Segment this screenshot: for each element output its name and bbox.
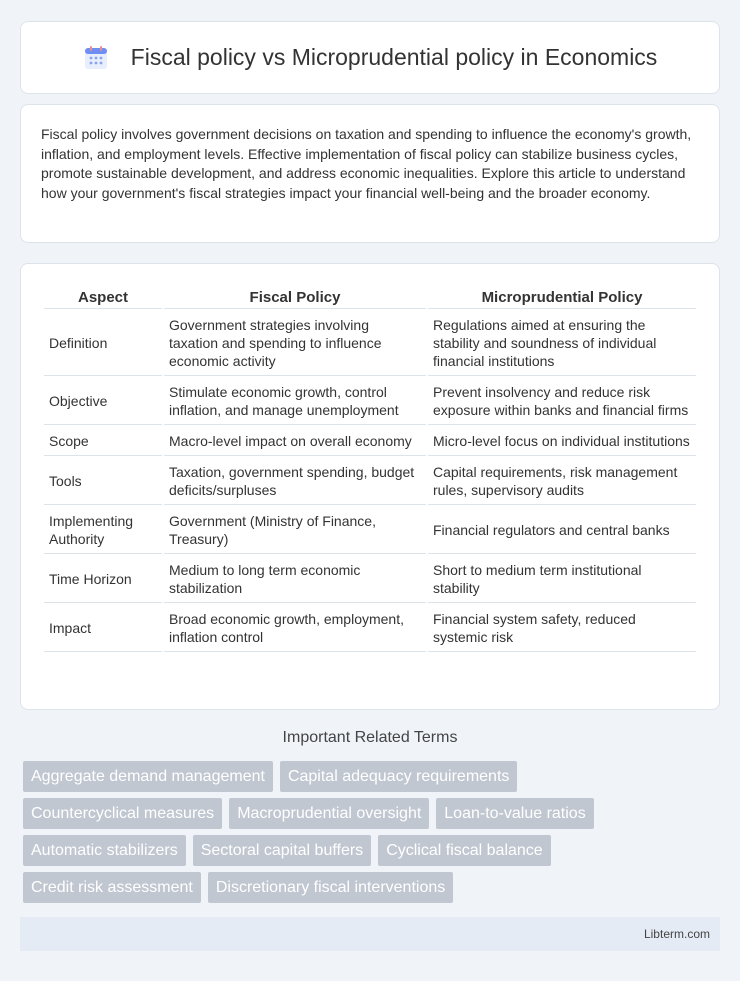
table-row bbox=[44, 378, 696, 425]
comparison-table-card bbox=[20, 263, 720, 710]
table-cell: Capital requirements, risk management rules, supervisory audits bbox=[428, 458, 696, 505]
header-card bbox=[20, 21, 720, 94]
intro-card bbox=[20, 104, 720, 243]
intro-text: Fiscal policy involves government decisions on taxation and spending to influence the economy's growth, inflation, and employment levels. Effective implementation of fiscal policy can stabilize business cycles, promote sustainable development, and address economic inequalities. Explore this article to understand how your government's fiscal strategies impact your financial well-being and the broader economy. bbox=[41, 126, 692, 201]
header-aspect: Aspect bbox=[44, 286, 162, 309]
table-cell: Prevent insolvency and reduce risk exposure within banks and financial firms bbox=[428, 378, 696, 425]
table-cell: Financial system safety, reduced systemic risk bbox=[428, 605, 696, 652]
table-cell: Tools bbox=[44, 458, 162, 505]
table-row bbox=[44, 311, 696, 376]
related-term-tag[interactable]: Cyclical fiscal balance bbox=[378, 835, 551, 866]
tag-row bbox=[20, 761, 720, 792]
comparison-table bbox=[42, 284, 698, 654]
table-cell: Short to medium term institutional stability bbox=[428, 556, 696, 603]
table-cell: Micro-level focus on individual institutions bbox=[428, 427, 696, 456]
related-term-tag[interactable]: Credit risk assessment bbox=[23, 872, 201, 903]
table-cell: Taxation, government spending, budget deficits/surpluses bbox=[164, 458, 426, 505]
related-term-tag[interactable]: Automatic stabilizers bbox=[23, 835, 186, 866]
table-cell: Government strategies involving taxation and spending to influence economic activity bbox=[164, 311, 426, 376]
table-cell: Implementing Authority bbox=[44, 507, 162, 554]
footer bbox=[20, 917, 720, 951]
table-row bbox=[44, 427, 696, 456]
related-terms-title: Important Related Terms bbox=[282, 729, 458, 746]
table-cell: Scope bbox=[44, 427, 162, 456]
table-cell: Broad economic growth, employment, inflation control bbox=[164, 605, 426, 652]
tag-row bbox=[20, 798, 720, 829]
related-term-tag[interactable]: Countercyclical measures bbox=[23, 798, 222, 829]
table-cell: Regulations aimed at ensuring the stability and soundness of individual financial institutions bbox=[428, 311, 696, 376]
table-row bbox=[44, 605, 696, 652]
related-term-tag[interactable]: Loan-to-value ratios bbox=[436, 798, 593, 829]
header-microprudential-policy: Microprudential Policy bbox=[428, 286, 696, 309]
page-title: Fiscal policy vs Microprudential policy in Economics bbox=[130, 44, 658, 70]
table-cell: Definition bbox=[44, 311, 162, 376]
header-fiscal-policy: Fiscal Policy bbox=[164, 286, 426, 309]
related-term-tag[interactable]: Capital adequacy requirements bbox=[280, 761, 517, 792]
table-cell: Government (Ministry of Finance, Treasury) bbox=[164, 507, 426, 554]
related-term-tag[interactable]: Aggregate demand management bbox=[23, 761, 273, 792]
footer-site-link[interactable]: Libterm.com bbox=[643, 927, 710, 941]
table-cell: Medium to long term economic stabilization bbox=[164, 556, 426, 603]
table-cell: Objective bbox=[44, 378, 162, 425]
table-cell: Macro-level impact on overall economy bbox=[164, 427, 426, 456]
related-term-tag[interactable]: Macroprudential oversight bbox=[229, 798, 429, 829]
table-cell: Financial regulators and central banks bbox=[428, 507, 696, 554]
table-cell: Impact bbox=[44, 605, 162, 652]
tag-row bbox=[20, 835, 720, 866]
related-term-tag[interactable]: Discretionary fiscal interventions bbox=[208, 872, 453, 903]
tag-row bbox=[20, 872, 720, 903]
table-cell: Stimulate economic growth, control inflation, and manage unemployment bbox=[164, 378, 426, 425]
table-cell: Time Horizon bbox=[44, 556, 162, 603]
related-terms-list bbox=[20, 761, 720, 909]
table-header-row bbox=[44, 286, 696, 309]
table-row bbox=[44, 507, 696, 554]
calendar-icon bbox=[83, 45, 109, 71]
table-row bbox=[44, 556, 696, 603]
related-term-tag[interactable]: Sectoral capital buffers bbox=[193, 835, 371, 866]
table-row bbox=[44, 458, 696, 505]
